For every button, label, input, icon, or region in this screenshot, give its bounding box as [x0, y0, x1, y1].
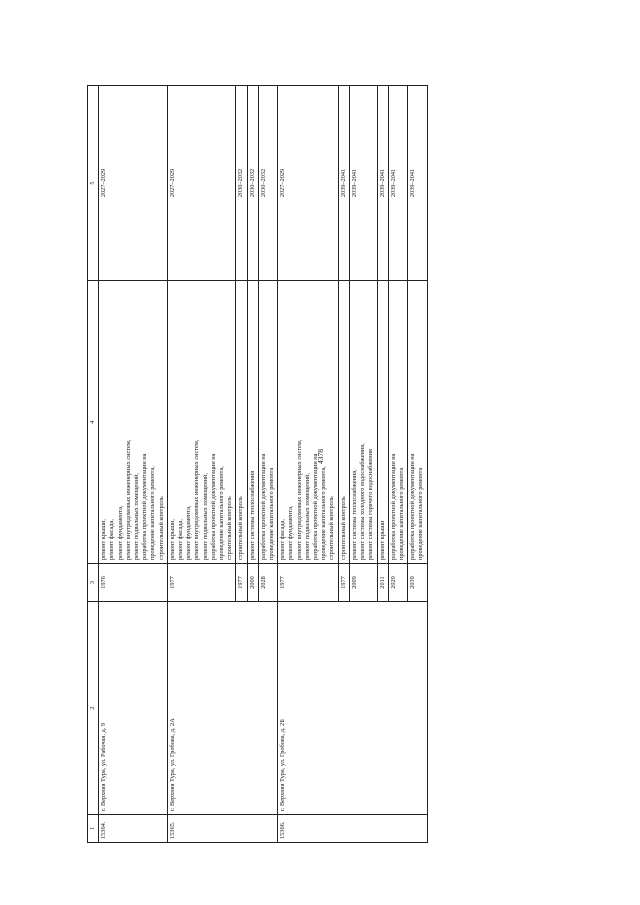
works-cell [349, 281, 377, 564]
period-cell: 2039–2041 [338, 86, 349, 281]
work-item: строительный контроль [237, 496, 245, 560]
year-cell: 2039 [408, 564, 427, 602]
work-item: ремонт фундамента, [116, 505, 124, 560]
row-number-cell: 15365. [167, 815, 277, 843]
column-header-2: 2 [88, 602, 99, 815]
work-item: разработка проектной документации на [141, 453, 149, 560]
work-item: ремонт системы теплоснабжения [248, 470, 256, 560]
work-item: проведение капитального ремонта, [149, 466, 157, 560]
work-item: ремонт фундамента, [287, 505, 295, 560]
year-cell: 2029 [388, 564, 407, 602]
row-number-cell: 15366. [278, 815, 427, 843]
year-cell: 1977 [167, 564, 236, 602]
work-item: строительный контроль [157, 496, 165, 560]
work-item: проведение капитального ремонта [268, 467, 276, 560]
work-item: ремонт подвальных помещений, [303, 473, 311, 560]
works-cell [388, 281, 407, 564]
period-cell: 2039–2041 [408, 86, 427, 281]
address-cell: г. Верхняя Тура, ул. Гробова, д. 2А [167, 602, 277, 815]
year-cell: 1977 [278, 564, 338, 602]
table-body [99, 86, 427, 843]
work-item: разработка проектной документации на [312, 453, 320, 560]
work-item: строительный контроль [226, 496, 234, 560]
works-cell [338, 281, 349, 564]
work-item: разработка проектной документации на [209, 453, 217, 560]
period-cell: 2027–2029 [278, 86, 338, 281]
work-item: ремонт внутридомовых инженерных систем, [193, 439, 201, 560]
work-item: ремонт крыши, [100, 518, 108, 560]
column-header-4: 4 [88, 281, 99, 564]
work-item: разработка проектной документации на [389, 453, 397, 560]
works-cell [167, 281, 236, 564]
table-row [99, 86, 168, 843]
header-row [88, 86, 99, 843]
works-cell [258, 281, 277, 564]
year-cell: 2009 [349, 564, 377, 602]
year-cell: 2028 [258, 564, 277, 602]
work-item: проведение капитального ремонта, [320, 466, 328, 560]
table-row [278, 86, 338, 843]
period-cell: 2039–2041 [349, 86, 377, 281]
work-item: ремонт фундамента, [185, 505, 193, 560]
work-item: разработка проектной документации на [259, 453, 267, 560]
work-item: проведение капитального ремонта, [218, 466, 226, 560]
works-cell [278, 281, 338, 564]
period-cell: 2030–2032 [258, 86, 277, 281]
capital-repair-table [87, 85, 428, 843]
year-cell: 1976 [99, 564, 168, 602]
year-cell: 1977 [236, 564, 247, 602]
rotated-table-container [87, 86, 542, 843]
page-number-text: 4378 [315, 449, 325, 464]
work-item: проведение капитального ремонта [417, 467, 425, 560]
works-cell [377, 281, 388, 564]
work-item: ремонт внутридомовых инженерных систем, [124, 439, 132, 560]
address-cell: г. Верхняя Тура, ул. Рабочая, д. 9 [99, 602, 168, 815]
work-item: ремонт подвальных помещений, [133, 473, 141, 560]
year-cell: 2000 [247, 564, 258, 602]
works-cell [247, 281, 258, 564]
work-item: ремонт фасада, [177, 519, 185, 560]
works-cell [99, 281, 168, 564]
work-item: строительный контроль [339, 496, 347, 560]
year-cell: 1977 [338, 564, 349, 602]
period-cell: 2039–2041 [377, 86, 388, 281]
work-item: ремонт крыши, [168, 518, 176, 560]
work-item: ремонт внутридомовых инженерных систем, [295, 439, 303, 560]
works-cell [408, 281, 427, 564]
work-item: ремонт фасада, [279, 519, 287, 560]
period-cell: 2039–2041 [388, 86, 407, 281]
work-item: разработка проектной документации на [409, 453, 417, 560]
work-item: ремонт крыши [378, 520, 386, 560]
period-cell: 2030–2032 [236, 86, 247, 281]
table-row [167, 86, 236, 843]
work-item: ремонт системы горячего водоснабжения [367, 449, 375, 560]
work-item: ремонт системы теплоснабжения, [350, 469, 358, 560]
column-header-3: 3 [88, 564, 99, 602]
year-cell: 2011 [377, 564, 388, 602]
work-item: ремонт фасада, [108, 519, 116, 560]
period-cell: 2027–2029 [99, 86, 168, 281]
work-item: ремонт системы холодного водоснабжения, [359, 443, 367, 560]
column-header-5: 5 [88, 86, 99, 281]
row-number-cell: 15364. [99, 815, 168, 843]
period-cell: 2027–2029 [167, 86, 236, 281]
work-item: строительный контроль [328, 496, 336, 560]
address-cell: г. Верхняя Тура, ул. Гробова, д. 2Б [278, 602, 427, 815]
work-item: проведение капитального ремонта [397, 467, 405, 560]
work-item: ремонт подвальных помещений, [201, 473, 209, 560]
period-cell: 2030–2032 [247, 86, 258, 281]
column-header-1: 1 [88, 815, 99, 843]
works-cell [236, 281, 247, 564]
